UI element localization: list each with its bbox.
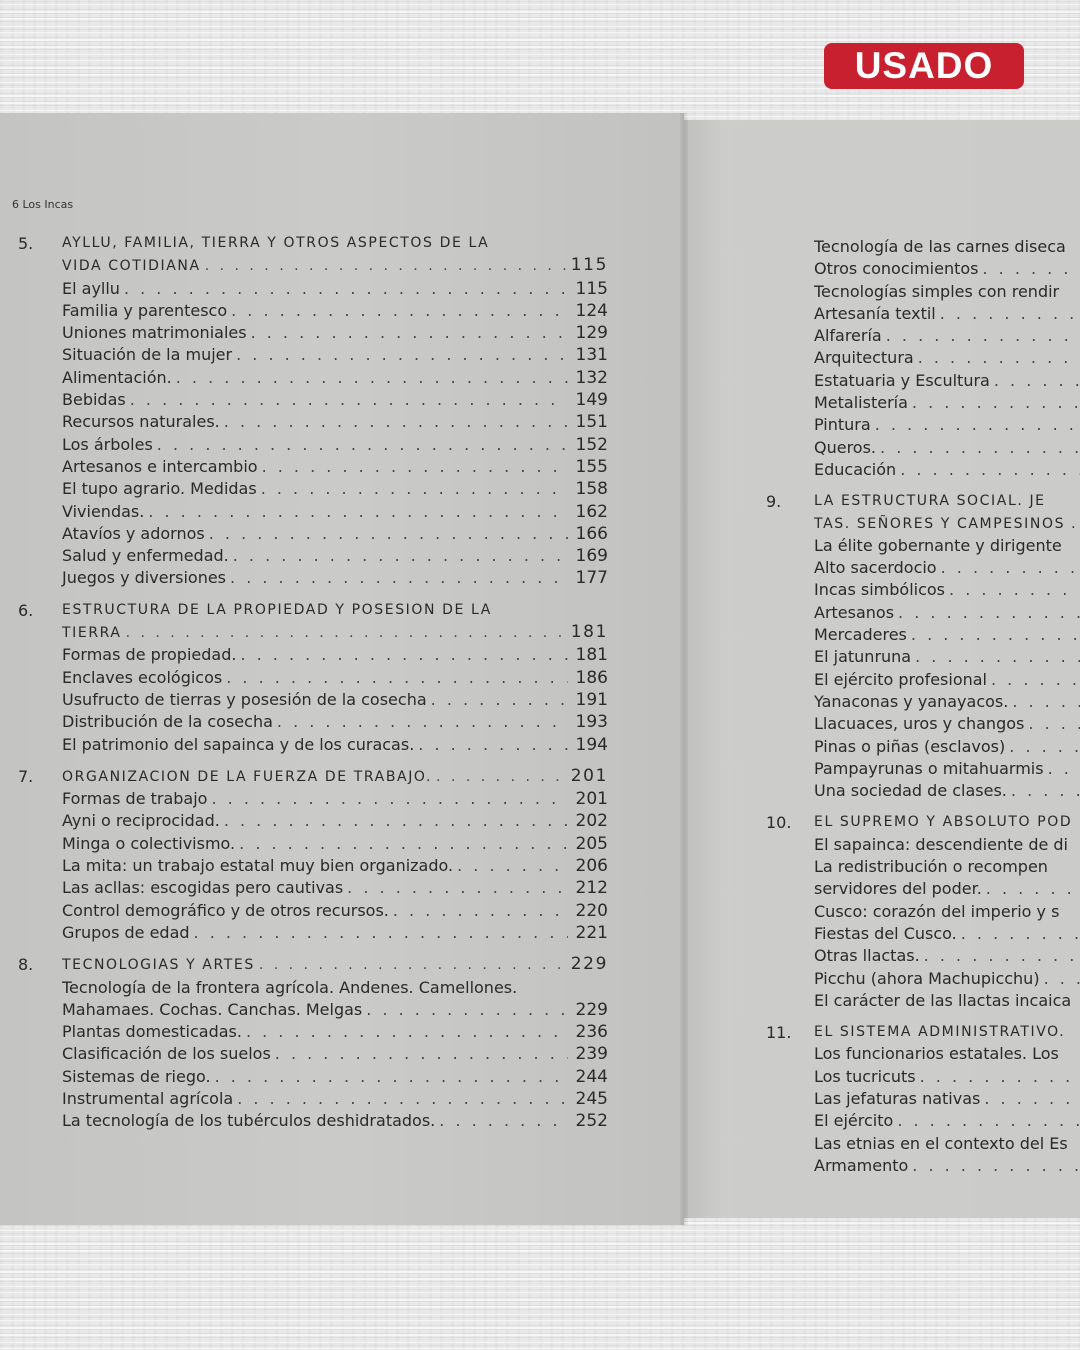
toc-entry <box>62 567 608 589</box>
toc-entry-label: La tecnología de los tubérculos deshidratados. <box>62 1111 436 1131</box>
dot-leader <box>366 999 568 1021</box>
toc-entry <box>62 810 608 832</box>
dot-leader <box>215 1066 568 1088</box>
page-number: 193 <box>575 712 608 733</box>
toc-entry <box>62 300 608 322</box>
toc-entry-label: Control demográfico y de otros recursos. <box>62 900 389 920</box>
toc-section-body <box>814 236 1080 481</box>
toc-entry <box>814 281 1080 303</box>
dot-leader <box>157 434 568 456</box>
chapter-number: 5. <box>18 234 34 253</box>
dot-leader <box>457 855 568 877</box>
toc-entry <box>814 1043 1080 1065</box>
chapter-title <box>62 953 608 976</box>
page-number: 194 <box>575 734 608 755</box>
toc-entry-label: Bebidas <box>62 390 126 410</box>
toc-entry-label: Arquitectura <box>814 348 914 368</box>
toc-entry-label: Situación de la mujer <box>62 345 233 365</box>
chapter-title-label: EL SUPREMO Y ABSOLUTO POD <box>814 814 1073 831</box>
toc-section-continued <box>766 236 1080 481</box>
dot-leader <box>1009 736 1080 758</box>
dot-leader <box>275 1043 568 1065</box>
toc-entry <box>814 736 1080 758</box>
toc-entry-label: Plantas domesticadas. <box>62 1022 242 1042</box>
toc-entry-label: Una sociedad de clases. <box>814 781 1007 801</box>
toc-entry-label: Sistemas de riego. <box>62 1066 211 1086</box>
toc-entry <box>814 758 1080 780</box>
page-number: 239 <box>575 1044 608 1065</box>
toc-entry-label: Las etnias en el contexto del Es <box>814 1133 1068 1153</box>
dot-leader <box>246 1021 568 1043</box>
dot-leader <box>436 766 567 788</box>
toc-entry-label: Picchu (ahora Machupicchu) <box>814 968 1040 988</box>
toc-entry-label: El patrimonio del sapainca y de los curacas. <box>62 734 415 754</box>
toc-entry-label: Tecnología de las carnes diseca <box>814 237 1066 256</box>
dot-leader <box>277 711 568 733</box>
toc-entry-label: Uniones matrimoniales <box>62 323 247 343</box>
dot-leader <box>912 392 1080 414</box>
chapter-title <box>62 254 608 277</box>
page-number: 206 <box>575 856 608 877</box>
dot-leader <box>1028 713 1080 735</box>
toc-entry <box>814 347 1080 369</box>
toc-entry-label: La mita: un trabajo estatal muy bien organizado. <box>62 856 454 876</box>
toc-entry <box>62 855 608 877</box>
toc-entry-label: Alimentación. <box>62 367 172 387</box>
toc-entry-label: Fiestas del Cusco. <box>814 923 957 943</box>
page-number: 252 <box>575 1111 608 1132</box>
dot-leader <box>194 922 568 944</box>
page-number: 151 <box>575 412 608 433</box>
dot-leader <box>237 1088 568 1110</box>
toc-entry <box>814 945 1080 967</box>
chapter-number: 7. <box>18 766 34 786</box>
toc-entry-label: Salud y enfermedad. <box>62 546 229 566</box>
toc-entry <box>62 689 608 711</box>
toc-entry <box>814 624 1080 646</box>
toc-section <box>18 953 608 1132</box>
toc-entry-label: Los tucricuts <box>814 1066 916 1086</box>
toc-entry-label: Artesanos e intercambio <box>62 456 258 476</box>
dot-leader <box>236 344 568 366</box>
page-number: 191 <box>575 689 608 710</box>
toc-entry-label: Mahamaes. Cochas. Canchas. Melgas <box>62 999 363 1019</box>
chapter-number: 11. <box>766 1023 792 1043</box>
page-number: 245 <box>575 1088 608 1109</box>
toc-entry <box>814 303 1080 325</box>
dot-leader <box>148 501 568 523</box>
toc-entry <box>814 392 1080 414</box>
page-number: 229 <box>575 999 608 1020</box>
toc-entry-label: Formas de trabajo <box>62 789 208 809</box>
dot-leader <box>231 300 568 322</box>
toc-entry <box>814 1110 1080 1132</box>
toc-section-body <box>814 811 1080 1012</box>
dot-leader <box>898 602 1080 624</box>
toc-entry <box>814 370 1080 392</box>
dot-leader <box>949 579 1080 601</box>
page-number: 181 <box>570 622 608 643</box>
chapter-number: 8. <box>18 955 34 975</box>
dot-leader <box>211 788 568 810</box>
page-number: 201 <box>575 789 608 810</box>
toc-entry-label: El tupo agrario. Medidas <box>62 479 257 499</box>
toc-entry-label: Enclaves ecológicos <box>62 667 223 687</box>
toc-entry <box>814 901 1080 923</box>
toc-entry <box>814 713 1080 735</box>
chapter-title <box>814 1021 1080 1043</box>
toc-entry <box>62 411 608 433</box>
toc-entry <box>814 669 1080 691</box>
toc-entry-label: Usufructo de tierras y posesión de la cosecha <box>62 689 427 709</box>
page-number: 205 <box>575 833 608 854</box>
dot-leader <box>984 1088 1080 1110</box>
dot-leader <box>124 278 568 300</box>
dot-leader <box>915 646 1080 668</box>
page-number: 229 <box>570 954 608 975</box>
dot-leader <box>209 523 568 545</box>
toc-entry-label: La redistribución o recompen <box>814 857 1048 877</box>
page-number: 152 <box>575 434 608 455</box>
toc-entry-label: servidores del poder. <box>814 879 982 899</box>
toc-section-body <box>62 765 608 944</box>
toc-entry-label: Familia y parentesco <box>62 300 228 320</box>
used-condition-badge: USADO <box>824 43 1024 89</box>
dot-leader <box>880 437 1080 459</box>
toc-entry-label: Pampayrunas o mitahuarmis <box>814 758 1044 778</box>
chapter-title-label: TECNOLOGIAS Y ARTES <box>62 957 255 974</box>
book-gutter <box>680 113 688 1225</box>
toc-entry-label: Otros conocimientos <box>814 259 979 279</box>
dot-leader <box>230 567 568 589</box>
page-number: 166 <box>575 523 608 544</box>
dot-leader <box>897 1110 1080 1132</box>
toc-entry <box>62 1021 608 1043</box>
toc-section <box>18 232 608 590</box>
dot-leader <box>251 322 568 344</box>
toc-entry <box>814 1088 1080 1110</box>
dot-leader <box>224 411 568 433</box>
toc-entry-label: Juegos y diversiones <box>62 568 227 588</box>
dot-leader <box>940 303 1080 325</box>
toc-entry <box>62 523 608 545</box>
page-number: 124 <box>575 300 608 321</box>
toc-entry-label: Artesanía textil <box>814 303 936 323</box>
dot-leader <box>176 367 568 389</box>
toc-entry-label: Clasificación de los suelos <box>62 1044 271 1064</box>
toc-entry <box>814 236 1080 258</box>
dot-leader <box>1044 968 1080 990</box>
toc-section-body <box>62 953 608 1132</box>
toc-section-body <box>62 232 608 590</box>
toc-entry <box>62 1043 608 1065</box>
toc-entry <box>814 646 1080 668</box>
page-number: 177 <box>575 568 608 589</box>
dot-leader <box>226 667 568 689</box>
toc-section-body <box>814 490 1080 802</box>
toc-entry-label: Recursos naturales. <box>62 412 220 432</box>
dot-leader <box>431 689 568 711</box>
page-number: 212 <box>575 878 608 899</box>
toc-section <box>18 765 608 944</box>
toc-entry <box>814 602 1080 624</box>
toc-entry-label: Cusco: corazón del imperio y s <box>814 901 1060 921</box>
toc-section <box>18 599 608 756</box>
page-number: 244 <box>575 1066 608 1087</box>
chapter-number: 9. <box>766 492 782 512</box>
toc-entry-label: Pinas o piñas (esclavos) <box>814 736 1006 756</box>
dot-leader <box>886 325 1080 347</box>
dot-leader <box>920 1066 1080 1088</box>
toc-entry-label: La élite gobernante y dirigente <box>814 535 1062 555</box>
page-number: 221 <box>575 922 608 943</box>
chapter-title-label: EL SISTEMA ADMINISTRATIVO. <box>814 1024 1066 1041</box>
dot-leader <box>911 624 1080 646</box>
dot-leader <box>918 347 1080 369</box>
toc-entry <box>814 579 1080 601</box>
chapter-title-label: LA ESTRUCTURA SOCIAL. JE <box>814 493 1046 510</box>
toc-entry-label: Mercaderes <box>814 625 907 645</box>
chapter-title <box>62 765 608 788</box>
toc-entry <box>62 788 608 810</box>
page-number: 155 <box>575 456 608 477</box>
toc-entry <box>814 535 1080 557</box>
toc-entry <box>62 922 608 944</box>
toc-entry <box>814 325 1080 347</box>
toc-left-page <box>18 232 608 1142</box>
toc-entry-label: Distribución de la cosecha <box>62 712 273 732</box>
toc-entry-label: El ejército profesional <box>814 669 987 689</box>
toc-entry <box>62 1066 608 1088</box>
dot-leader <box>130 389 568 411</box>
dot-leader <box>900 459 1080 481</box>
toc-entry-label: Queros. <box>814 437 877 457</box>
toc-entry <box>62 278 608 300</box>
toc-entry-label: Tecnología de la frontera agrícola. Andenes. Camellones. <box>62 977 518 997</box>
toc-entry-label: Yanaconas y yanayacos. <box>814 691 1009 711</box>
page-number: 158 <box>575 479 608 500</box>
toc-entry-label: El jatunruna <box>814 647 912 667</box>
dot-leader <box>941 557 1080 579</box>
toc-entry-label: Alto sacerdocio <box>814 558 937 578</box>
dot-leader <box>233 545 568 567</box>
dot-leader <box>393 900 568 922</box>
dot-leader <box>1011 780 1080 802</box>
toc-entry-label: Atavíos y adornos <box>62 523 205 543</box>
toc-entry <box>814 780 1080 802</box>
toc-entry-label: Los funcionarios estatales. Los <box>814 1044 1059 1064</box>
page-number: 236 <box>575 1022 608 1043</box>
toc-entry <box>814 1133 1080 1155</box>
toc-entry <box>62 545 608 567</box>
dot-leader <box>994 370 1080 392</box>
toc-entry-label: Minga o colectivismo. <box>62 833 236 853</box>
toc-entry <box>62 434 608 456</box>
page-number: 202 <box>575 811 608 832</box>
toc-entry-label: El carácter de las llactas incaica <box>814 990 1072 1010</box>
dot-leader <box>261 478 568 500</box>
toc-entry <box>62 900 608 922</box>
toc-entry <box>62 478 608 500</box>
toc-entry <box>62 877 608 899</box>
toc-entry <box>814 878 1080 900</box>
dot-leader <box>126 622 567 644</box>
toc-entry <box>62 367 608 389</box>
dot-leader <box>240 644 568 666</box>
toc-entry <box>62 711 608 733</box>
page-number: 181 <box>575 645 608 666</box>
toc-section <box>766 811 1080 1012</box>
toc-entry <box>62 644 608 666</box>
dot-leader <box>986 878 1080 900</box>
dot-leader <box>924 945 1080 967</box>
toc-entry-label: Metalistería <box>814 393 908 413</box>
toc-section-body <box>62 599 608 756</box>
toc-entry <box>62 1110 608 1132</box>
toc-entry-label: El ayllu <box>62 278 120 298</box>
toc-entry-label: Viviendas. <box>62 501 145 521</box>
dot-leader <box>205 255 567 277</box>
toc-entry-label: Incas simbólicos <box>814 580 946 600</box>
chapter-number: 6. <box>18 600 34 620</box>
toc-section-body <box>814 1021 1080 1177</box>
toc-entry-label: Formas de propiedad. <box>62 645 237 665</box>
toc-entry <box>814 968 1080 990</box>
toc-entry <box>814 1155 1080 1177</box>
dot-leader <box>991 669 1080 691</box>
toc-entry <box>62 833 608 855</box>
chapter-title-label: AYLLU, FAMILIA, TIERRA Y OTROS ASPECTOS DE LA <box>62 235 490 251</box>
toc-entry-label: Llacuaces, uros y changos <box>814 714 1025 734</box>
chapter-title <box>62 232 608 254</box>
toc-entry-label: Ayni o reciprocidad. <box>62 811 220 831</box>
toc-entry-label: El sapainca: descendiente de di <box>814 834 1068 854</box>
toc-entry <box>62 501 608 523</box>
chapter-title-label: ESTRUCTURA DE LA PROPIEDAD Y POSESION DE LA <box>62 601 492 618</box>
dot-leader <box>224 810 568 832</box>
toc-entry <box>814 1066 1080 1088</box>
page-number: 162 <box>575 501 608 522</box>
toc-entry-label: Alfarería <box>814 326 882 346</box>
dot-leader <box>259 954 567 976</box>
toc-entry <box>814 691 1080 713</box>
dot-leader <box>875 414 1080 436</box>
toc-section <box>766 490 1080 802</box>
toc-entry <box>62 667 608 689</box>
toc-entry <box>62 999 608 1021</box>
dot-leader <box>961 923 1080 945</box>
page-number: 132 <box>575 367 608 388</box>
toc-entry-label: Los árboles <box>62 434 153 454</box>
toc-entry <box>814 557 1080 579</box>
toc-entry <box>814 258 1080 280</box>
toc-entry <box>814 990 1080 1012</box>
page-number: 201 <box>570 765 608 786</box>
chapter-title <box>62 599 608 621</box>
running-head: 6 Los Incas <box>12 198 74 211</box>
dot-leader <box>439 1110 568 1132</box>
page-number: 115 <box>570 255 608 276</box>
chapter-title <box>62 621 608 644</box>
dot-leader <box>262 456 568 478</box>
chapter-title-label: VIDA COTIDIANA <box>62 258 201 275</box>
toc-entry <box>62 456 608 478</box>
dot-leader <box>239 833 568 855</box>
toc-entry <box>62 389 608 411</box>
toc-entry-label: Las jefaturas nativas <box>814 1088 981 1108</box>
chapter-title-label: TAS. SEÑORES Y CAMPESINOS . <box>814 515 1078 532</box>
page-number: 169 <box>575 546 608 567</box>
toc-entry <box>62 977 608 999</box>
toc-entry <box>814 834 1080 856</box>
page-number: 115 <box>575 278 608 299</box>
toc-entry <box>62 1088 608 1110</box>
toc-section <box>766 1021 1080 1177</box>
toc-entry-label: Otras llactas. <box>814 946 920 966</box>
toc-entry <box>62 344 608 366</box>
chapter-title <box>814 490 1080 512</box>
toc-entry <box>62 322 608 344</box>
toc-entry-label: El ejército <box>814 1111 894 1131</box>
toc-entry-label: Instrumental agrícola <box>62 1088 234 1108</box>
chapter-number: 10. <box>766 813 792 833</box>
dot-leader <box>347 877 568 899</box>
dot-leader <box>1012 691 1080 713</box>
toc-entry-label: Estatuaria y Escultura <box>814 370 990 390</box>
toc-entry <box>814 459 1080 481</box>
page-number: 131 <box>575 345 608 366</box>
chapter-title <box>814 513 1080 535</box>
toc-entry-label: Artesanos <box>814 602 895 622</box>
chapter-title <box>814 811 1080 833</box>
chapter-title-label: ORGANIZACION DE LA FUERZA DE TRABAJO. <box>62 768 433 785</box>
page-number: 220 <box>575 900 608 921</box>
toc-entry <box>814 437 1080 459</box>
toc-entry-label: Educación <box>814 459 897 479</box>
toc-entry-label: Pintura <box>814 415 871 435</box>
toc-entry <box>814 923 1080 945</box>
toc-entry-label: Tecnologías simples con rendir <box>814 281 1060 301</box>
toc-entry <box>814 856 1080 878</box>
page-number: 129 <box>575 323 608 344</box>
toc-entry-label: Las acllas: escogidas pero cautivas <box>62 878 344 898</box>
toc-entry <box>62 734 608 756</box>
toc-entry-label: Grupos de edad <box>62 922 190 942</box>
toc-entry-label: Armamento <box>814 1155 909 1175</box>
dot-leader <box>982 258 1080 280</box>
toc-entry <box>814 414 1080 436</box>
page-number: 149 <box>575 390 608 411</box>
dot-leader <box>418 734 568 756</box>
dot-leader <box>1048 758 1080 780</box>
toc-right-page <box>766 236 1080 1186</box>
dot-leader <box>912 1155 1080 1177</box>
page-number: 186 <box>575 667 608 688</box>
chapter-title-label: TIERRA <box>62 625 122 642</box>
